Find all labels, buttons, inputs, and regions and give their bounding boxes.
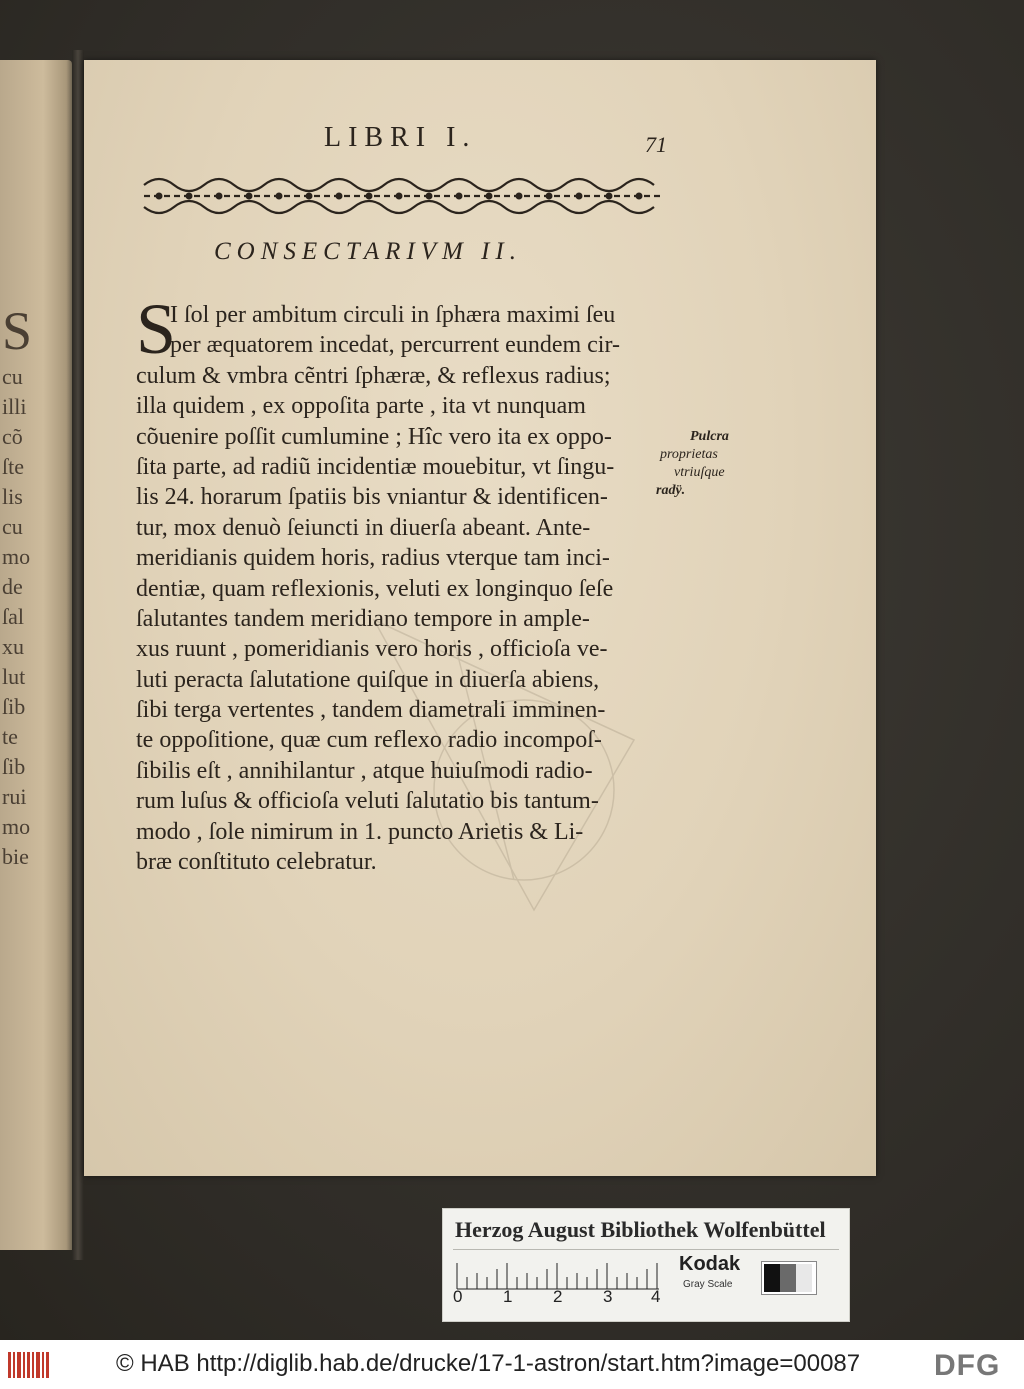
footer-attribution: © HAB http://diglib.hab.de/drucke/17-1-astron/start.htm?image=00087 — [116, 1350, 861, 1377]
show-through-diagram-icon — [334, 580, 654, 920]
section-title: CONSECTARIVM II. — [214, 238, 523, 265]
left-page-fragment: cõ — [2, 424, 23, 449]
text-line: ſibilis eſt , annihilantur , atque huiuſmodi radio- — [136, 757, 593, 784]
library-name: Herzog August Bibliothek Wolfenbüttel — [455, 1217, 826, 1242]
ruler-number: 4 — [651, 1287, 661, 1306]
text-line: culum & vmbra cẽntri ſphæræ, & reflexus radius; — [136, 362, 611, 389]
text-line: tur, mox denuò ſeiuncti in diuerſa abeant. Ante- — [136, 514, 591, 541]
marginal-line: proprietas — [660, 447, 718, 462]
page-number: 71 — [645, 132, 667, 157]
left-page-fragment: rui — [2, 784, 27, 809]
left-page-fragment: ſib — [2, 754, 26, 779]
left-page-fragment: mo — [2, 544, 31, 569]
text-line: ſita parte, ad radiũ incidentiæ mouebitur, vt ſingu- — [136, 453, 615, 480]
ruler-number: 2 — [553, 1287, 563, 1306]
gray-patch — [780, 1264, 796, 1292]
left-page-fragment: cu — [2, 514, 23, 539]
barcode-icon — [8, 1350, 50, 1380]
left-page-fragment: lis — [2, 484, 23, 509]
text-line: lis 24. horarum ſpatiis bis vniantur & identificen- — [136, 484, 608, 511]
text-line: meridianis quidem horis, radius vterque tam inci- — [136, 545, 610, 572]
left-page-fragment: te — [2, 724, 18, 749]
left-page-fragment: xu — [2, 634, 24, 659]
left-page-fragment: mo — [2, 814, 31, 839]
text-line: modo , ſole nimirum in 1. puncto Arietis & Li- — [136, 818, 584, 845]
left-page-fragment: ſte — [2, 454, 24, 479]
text-line: te oppoſitione, quæ cum reflexo radio incompoſ- — [136, 727, 602, 754]
book-page — [84, 60, 876, 1176]
gray-patch — [796, 1264, 812, 1292]
footer-bar — [0, 1340, 1024, 1389]
left-page-fragment: cu — [2, 364, 23, 389]
dfg-logo: DFG — [934, 1349, 1001, 1382]
left-page-fragment: de — [2, 574, 23, 599]
text-line: I ſol per ambitum circuli in ſphæra maximi ſeu — [170, 302, 616, 328]
kodak-brand: Kodak — [679, 1253, 741, 1275]
ruler-number: 3 — [603, 1287, 613, 1306]
marginal-line: Pulcra — [690, 429, 729, 444]
text-line: cõuenire poſſit cumlumine ; Hîc vero ita ex oppo- — [136, 423, 612, 450]
text-line: bræ conſtituto celebratur. — [136, 849, 377, 876]
left-page-fragment: S — [2, 301, 33, 361]
left-page-fragment: ſib — [2, 694, 26, 719]
text-line: luti peracta ſalutatione quiſque in diuerſa abiens, — [136, 666, 600, 693]
kodak-subtitle: Gray Scale — [683, 1279, 733, 1290]
left-page-fragment: bie — [2, 844, 29, 869]
gray-patch — [764, 1264, 780, 1292]
text-line: xus ruunt , pomeridianis vero horis , officioſa ve- — [136, 636, 608, 663]
running-head: LIBRI I. — [324, 122, 477, 153]
library-color-card — [442, 1208, 850, 1322]
text-line: per æquatorem incedat, percurrent eundem cir- — [170, 332, 620, 359]
marginal-note — [656, 428, 766, 500]
text-line: rum luſus & officioſa veluti ſalutatio bis tantum- — [136, 788, 599, 815]
text-line: ſibi terga vertentes , tandem diametrali imminen- — [136, 697, 606, 724]
ruler-scale-icon — [455, 1255, 661, 1291]
left-page-fragment: illi — [2, 394, 27, 419]
marginal-line: vtriuſque — [674, 465, 725, 480]
text-line: ſalutantes tandem meridiano tempore in ample- — [136, 605, 590, 632]
ruler-number: 0 — [453, 1287, 463, 1306]
text-line: dentiæ, quam reflexionis, veluti ex longinquo ſeſe — [136, 575, 614, 602]
book-gutter — [72, 50, 84, 1260]
marginal-line: radÿ. — [656, 483, 686, 498]
ornament-band-icon — [139, 173, 669, 221]
gray-scale-patches — [761, 1261, 817, 1295]
text-line: illa quidem , ex oppoſita parte , ita vt nunquam — [136, 393, 586, 420]
drop-cap: S — [136, 289, 177, 369]
left-page-fragment: ſal — [2, 604, 24, 629]
card-divider — [453, 1249, 839, 1250]
left-page-fragment: lut — [2, 664, 26, 689]
left-page-edge — [0, 60, 72, 1250]
ruler-number: 1 — [503, 1287, 513, 1306]
